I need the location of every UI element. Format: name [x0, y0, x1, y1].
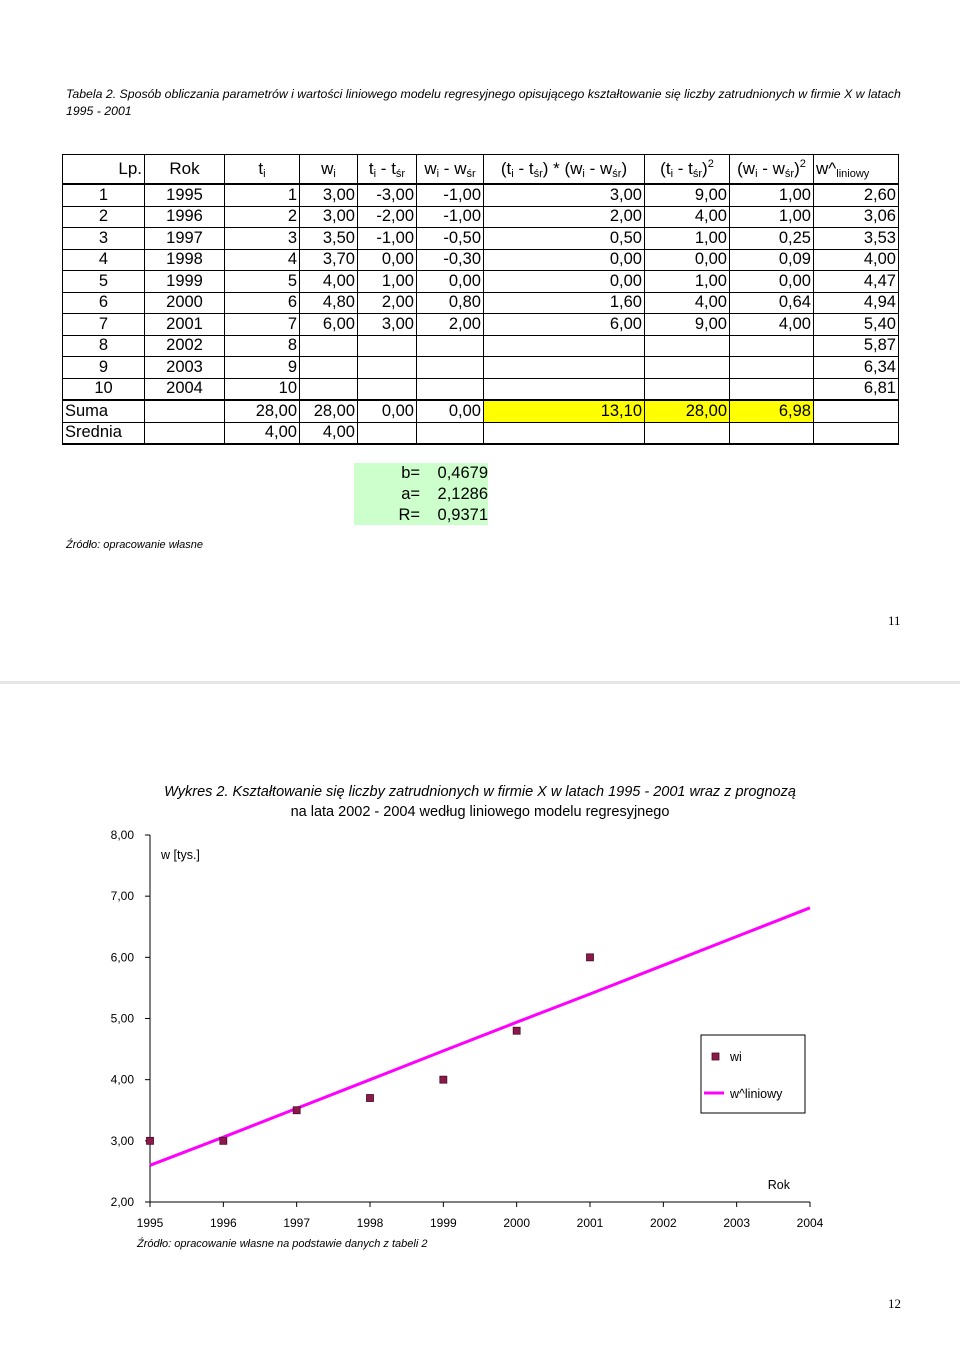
cell-product: 3,00 [484, 184, 645, 206]
x-tick-label: 1995 [136, 1216, 164, 1230]
sum-wi: 28,00 [300, 400, 358, 422]
cell-lp: 5 [63, 271, 145, 293]
header-rok: Rok [145, 155, 225, 185]
y-tick-label: 5,00 [110, 1011, 134, 1026]
cell-rok: 2003 [145, 357, 225, 379]
cell-w-liniowy: 4,94 [814, 292, 899, 314]
cell-w-squared: 0,64 [730, 292, 814, 314]
cell-rok: 2004 [145, 378, 225, 400]
sum-w-squared: 6,98 [730, 400, 814, 422]
cell-wi: 3,00 [300, 184, 358, 206]
table-caption: Tabela 2. Sposób obliczania parametrów i wartości liniowego modelu regresyjnego opisującego kształtowanie się liczby zatrudnionych w firmie X w latach 1995 - 2001 [66, 87, 901, 118]
data-point-wi [147, 1137, 154, 1144]
cell-rok: 2001 [145, 314, 225, 336]
x-tick-label: 2002 [649, 1216, 677, 1230]
cell-product: 6,00 [484, 314, 645, 336]
x-tick-label: 2001 [576, 1216, 604, 1230]
cell-w-liniowy: 5,40 [814, 314, 899, 336]
cell-ti-tsr: -3,00 [358, 184, 417, 206]
y-axis-label: w [tys.] [161, 848, 200, 862]
cell-w-squared: 0,09 [730, 249, 814, 271]
data-point-wi [587, 954, 594, 961]
cell-ti: 8 [225, 335, 300, 357]
cell-ti-tsr: -1,00 [358, 228, 417, 250]
cell-rok: 2000 [145, 292, 225, 314]
cell-w-liniowy: 3,53 [814, 228, 899, 250]
data-point-wi [293, 1107, 300, 1114]
cell-wi: 4,00 [300, 271, 358, 293]
x-tick-label: 1999 [429, 1216, 457, 1230]
cell-ti: 1 [225, 184, 300, 206]
y-tick-label: 3,00 [110, 1133, 134, 1148]
cell-product: 0,50 [484, 228, 645, 250]
cell-lp: 1 [63, 184, 145, 206]
cell-t-squared: 0,00 [645, 249, 730, 271]
header-w-squared: $(w_i - w_{śr})^2$ [730, 155, 814, 185]
cell-ti: 5 [225, 271, 300, 293]
cell-ti: 7 [225, 314, 300, 336]
cell-lp: 8 [63, 335, 145, 357]
cell-ti: 4 [225, 249, 300, 271]
cell-wi: 3,00 [300, 206, 358, 228]
legend-label-wi: wi [730, 1050, 742, 1064]
cell-wi-wsr: 2,00 [417, 314, 484, 336]
cell-ti: 9 [225, 357, 300, 379]
cell-w-liniowy: 6,81 [814, 378, 899, 400]
x-axis-label: Rok [767, 1178, 790, 1192]
legend-label-w-liniowy: w^liniowy [730, 1087, 783, 1101]
cell-lp: 4 [63, 249, 145, 271]
cell-wi: 3,50 [300, 228, 358, 250]
data-point-wi [367, 1095, 374, 1102]
cell-product: 2,00 [484, 206, 645, 228]
chart-title-line1: Wykres 2. Kształtowanie się liczby zatrudnionych w firmie X w latach 1995 - 2001 wraz z prognozą [164, 784, 796, 800]
cell-rok: 1997 [145, 228, 225, 250]
legend-marker-wi [712, 1053, 719, 1060]
cell-w-liniowy: 2,60 [814, 184, 899, 206]
cell-product: 0,00 [484, 249, 645, 271]
cell-wi-wsr: 0,00 [417, 271, 484, 293]
cell-rok: 1996 [145, 206, 225, 228]
cell-product: 0,00 [484, 271, 645, 293]
cell-rok: 1998 [145, 249, 225, 271]
cell-wi-wsr: -0,30 [417, 249, 484, 271]
x-tick-label: 1996 [209, 1216, 237, 1230]
source-note-table: Źródło: opracowanie własne [66, 539, 203, 551]
header-wi-minus-wsr: $w_i - w_{śr}$ [417, 155, 484, 185]
header-product: $(t_i - t_{śr}) * (w_i - w_{śr})$ [484, 155, 645, 185]
x-tick-label: 2003 [723, 1216, 751, 1230]
header-t-squared: $(t_i - t_{śr})^2$ [645, 155, 730, 185]
cell-w-liniowy: 6,34 [814, 357, 899, 379]
cell-ti: 10 [225, 378, 300, 400]
cell-wi-wsr: 0,80 [417, 292, 484, 314]
cell-wi-wsr: -1,00 [417, 184, 484, 206]
cell-wi-wsr: -1,00 [417, 206, 484, 228]
cell-w-squared: 4,00 [730, 314, 814, 336]
cell-t-squared: 1,00 [645, 228, 730, 250]
average-label: Srednia [63, 422, 145, 444]
cell-ti-tsr: 2,00 [358, 292, 417, 314]
param-b: b= 0,4679 [401, 464, 488, 482]
chart-title-line2: na lata 2002 - 2004 według liniowego modelu regresyjnego [290, 804, 670, 820]
cell-lp: 7 [63, 314, 145, 336]
cell-t-squared: 9,00 [645, 184, 730, 206]
sum-wi-wsr: 0,00 [417, 400, 484, 422]
cell-ti: 2 [225, 206, 300, 228]
cell-w-liniowy: 3,06 [814, 206, 899, 228]
header-ti: $t_i$ [225, 155, 300, 185]
sum-t-squared: 28,00 [645, 400, 730, 422]
cell-t-squared: 9,00 [645, 314, 730, 336]
page-number-12: 12 [888, 1296, 901, 1311]
cell-ti-tsr: 3,00 [358, 314, 417, 336]
cell-rok: 1995 [145, 184, 225, 206]
x-tick-label: 1998 [356, 1216, 384, 1230]
x-tick-label: 2000 [503, 1216, 531, 1230]
cell-w-squared: 1,00 [730, 184, 814, 206]
cell-t-squared: 4,00 [645, 206, 730, 228]
cell-ti-tsr: -2,00 [358, 206, 417, 228]
data-point-wi [440, 1076, 447, 1083]
cell-ti-tsr: 0,00 [358, 249, 417, 271]
cell-t-squared: 4,00 [645, 292, 730, 314]
param-r: R= 0,9371 [398, 506, 488, 524]
average-wi: 4,00 [300, 422, 358, 444]
sum-product: 13,10 [484, 400, 645, 422]
cell-wi: 6,00 [300, 314, 358, 336]
x-tick-label: 1997 [283, 1216, 311, 1230]
cell-w-liniowy: 5,87 [814, 335, 899, 357]
cell-w-squared: 0,00 [730, 271, 814, 293]
cell-lp: 10 [63, 378, 145, 400]
cell-lp: 9 [63, 357, 145, 379]
header-ti-minus-tsr: $t_i - t_{śr}$ [358, 155, 417, 185]
cell-wi-wsr: -0,50 [417, 228, 484, 250]
cell-lp: 2 [63, 206, 145, 228]
cell-ti-tsr: 1,00 [358, 271, 417, 293]
cell-lp: 6 [63, 292, 145, 314]
y-tick-label: 7,00 [110, 889, 134, 904]
cell-w-liniowy: 4,47 [814, 271, 899, 293]
param-a: a= 2,1286 [401, 485, 488, 503]
cell-w-liniowy: 4,00 [814, 249, 899, 271]
cell-w-squared: 1,00 [730, 206, 814, 228]
cell-t-squared: 1,00 [645, 271, 730, 293]
sum-ti-tsr: 0,00 [358, 400, 417, 422]
source-note-chart: Źródło: opracowanie własne na podstawie danych z tabeli 2 [137, 1238, 428, 1250]
x-tick-label: 2004 [796, 1216, 824, 1230]
cell-wi: 4,80 [300, 292, 358, 314]
sum-label: Suma [63, 400, 145, 422]
header-w-liniowy: $w\^{}_{liniowy}$ [814, 155, 899, 185]
header-lp: Lp. [63, 155, 145, 185]
header-wi: $w_i$ [300, 155, 358, 185]
y-tick-label: 6,00 [110, 950, 134, 965]
cell-w-squared: 0,25 [730, 228, 814, 250]
average-ti: 4,00 [225, 422, 300, 444]
data-point-wi [220, 1137, 227, 1144]
data-point-wi [513, 1027, 520, 1034]
y-tick-label: 8,00 [110, 828, 134, 842]
sum-ti: 28,00 [225, 400, 300, 422]
cell-ti: 6 [225, 292, 300, 314]
cell-product: 1,60 [484, 292, 645, 314]
cell-wi: 3,70 [300, 249, 358, 271]
y-tick-label: 4,00 [110, 1072, 134, 1087]
cell-rok: 1999 [145, 271, 225, 293]
cell-lp: 3 [63, 228, 145, 250]
cell-ti: 3 [225, 228, 300, 250]
cell-rok: 2002 [145, 335, 225, 357]
page-number-11: 11 [888, 613, 901, 628]
y-tick-label: 2,00 [110, 1195, 134, 1209]
legend-box [701, 1035, 805, 1113]
